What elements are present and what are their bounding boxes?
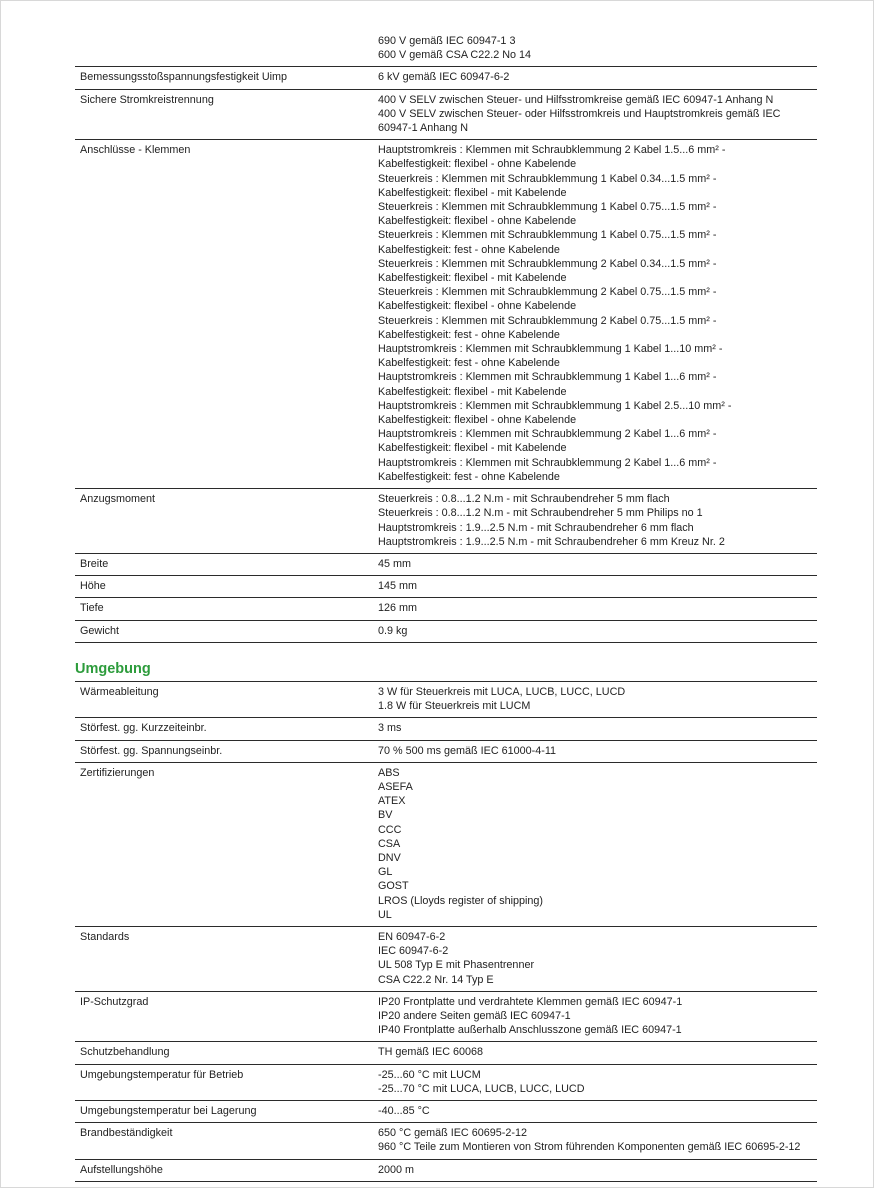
spec-value-line: Steuerkreis : Klemmen mit Schraubklemmung 2 Kabel 0.75...1.5 mm² - [378, 314, 717, 327]
spec-value-line: UL 508 Typ E mit Phasentrenner [378, 959, 535, 972]
spec-value-line: CSA [378, 837, 401, 850]
spec-value [369, 762, 817, 926]
spec-value-line: 145 mm [378, 580, 418, 593]
spec-value-line: Kabelfestigkeit: fest - ohne Kabelende [378, 357, 560, 370]
spec-value-line: 400 V SELV zwischen Steuer- oder Hilfsstromkreis und Hauptstromkreis gemäß IEC 60947-1 Anhang N [378, 107, 781, 135]
spec-label: Zertifizierungen [75, 762, 369, 926]
spec-value [369, 598, 817, 620]
spec-value-line: IP40 Frontplatte außerhalb Anschlusszone gemäß IEC 60947-1 [378, 1024, 682, 1037]
spec-row [75, 740, 817, 762]
spec-value-line: -25...60 °C mit LUCM [378, 1068, 481, 1081]
spec-value-line: 690 V gemäß IEC 60947-1 3 [378, 35, 516, 47]
spec-value [369, 991, 817, 1042]
spec-label: Anzugsmoment [75, 489, 369, 554]
spec-label: Höhe [75, 576, 369, 598]
spec-row [75, 991, 817, 1042]
spec-value-line: Steuerkreis : 0.8...1.2 N.m - mit Schraubendreher 5 mm flach [378, 493, 670, 506]
spec-value-line: ABS [378, 766, 400, 779]
spec-value [369, 34, 817, 67]
spec-row [75, 682, 817, 718]
spec-value-line: ATEX [378, 795, 406, 808]
spec-row [75, 553, 817, 575]
spec-label: Schutzbehandlung [75, 1042, 369, 1064]
spec-value-line: Steuerkreis : 0.8...1.2 N.m - mit Schraubendreher 5 mm Philips no 1 [378, 507, 703, 520]
spec-row [75, 762, 817, 926]
spec-row [75, 140, 817, 489]
spec-value-line: ASEFA [378, 781, 413, 794]
spec-label: IP-Schutzgrad [75, 991, 369, 1042]
spec-label [75, 34, 369, 67]
spec-value-line: Hauptstromkreis : Klemmen mit Schraubklemmung 2 Kabel 1...6 mm² - [378, 428, 717, 441]
spec-row [75, 489, 817, 554]
spec-value-line: -25...70 °C mit LUCA, LUCB, LUCC, LUCD [378, 1082, 585, 1095]
spec-row [75, 34, 817, 67]
spec-value-line: EN 60947-6-2 [378, 931, 446, 944]
spec-row [75, 89, 817, 140]
spec-value-line: 45 mm [378, 557, 411, 570]
spec-value [369, 1064, 817, 1100]
spec-value [369, 553, 817, 575]
spec-value-line: TH gemäß IEC 60068 [378, 1046, 484, 1059]
spec-label: Störfest. gg. Spannungseinbr. [75, 740, 369, 762]
spec-value-line: Steuerkreis : Klemmen mit Schraubklemmung 1 Kabel 0.75...1.5 mm² - [378, 201, 717, 214]
spec-value-line: Hauptstromkreis : 1.9...2.5 N.m - mit Schraubendreher 6 mm Kreuz Nr. 2 [378, 535, 725, 548]
spec-value-line: 400 V SELV zwischen Steuer- und Hilfsstromkreise gemäß IEC 60947-1 Anhang N [378, 93, 774, 106]
spec-row [75, 1101, 817, 1123]
spec-label: Wärmeableitung [75, 682, 369, 718]
spec-value-line: Kabelfestigkeit: flexibel - mit Kabelende [378, 385, 567, 398]
spec-label: Anschlüsse - Klemmen [75, 140, 369, 489]
spec-value-line: Kabelfestigkeit: flexibel - mit Kabelende [378, 186, 567, 199]
spec-label: Bemessungsstoßspannungsfestigkeit Uimp [75, 67, 369, 89]
spec-value-line: DNV [378, 852, 401, 865]
spec-value-line: 1.8 W für Steuerkreis mit LUCM [378, 700, 531, 713]
spec-value-line: Kabelfestigkeit: fest - ohne Kabelende [378, 243, 560, 256]
spec-value [369, 89, 817, 140]
spec-value-line: GL [378, 866, 393, 879]
spec-value-line: GOST [378, 880, 409, 893]
spec-label: Tiefe [75, 598, 369, 620]
spec-value [369, 927, 817, 992]
spec-value [369, 620, 817, 642]
spec-value-line: Hauptstromkreis : Klemmen mit Schraubklemmung 2 Kabel 1.5...6 mm² - [378, 144, 726, 157]
spec-value-line: 600 V gemäß CSA C22.2 No 14 [378, 49, 532, 62]
spec-row [75, 1159, 817, 1181]
spec-value-line: Steuerkreis : Klemmen mit Schraubklemmung 1 Kabel 0.75...1.5 mm² - [378, 229, 717, 242]
spec-value-line: 650 °C gemäß IEC 60695-2-12 [378, 1127, 527, 1140]
spec-row [75, 67, 817, 89]
spec-row [75, 1042, 817, 1064]
spec-label: Brandbeständigkeit [75, 1123, 369, 1159]
spec-value-line: CSA C22.2 Nr. 14 Typ E [378, 973, 494, 986]
spec-label: Umgebungstemperatur für Betrieb [75, 1064, 369, 1100]
spec-label: Aufstellungshöhe [75, 1159, 369, 1181]
spec-value-line: 70 % 500 ms gemäß IEC 61000-4-11 [378, 744, 557, 757]
spec-row [75, 1123, 817, 1159]
spec-value-line: 2000 m [378, 1163, 415, 1176]
spec-value-line: Hauptstromkreis : Klemmen mit Schraubklemmung 1 Kabel 1...6 mm² - [378, 371, 717, 384]
spec-value [369, 740, 817, 762]
spec-row [75, 576, 817, 598]
spec-value-line: Kabelfestigkeit: flexibel - mit Kabelende [378, 442, 567, 455]
spec-value-line: IP20 andere Seiten gemäß IEC 60947-1 [378, 1010, 571, 1023]
spec-value-line: Hauptstromkreis : Klemmen mit Schraubklemmung 1 Kabel 1...10 mm² - [378, 343, 723, 356]
spec-value-line: IEC 60947-6-2 [378, 945, 449, 958]
spec-value [369, 1101, 817, 1123]
spec-value [369, 1123, 817, 1159]
spec-value [369, 1042, 817, 1064]
spec-row [75, 927, 817, 992]
spec-label: Gewicht [75, 620, 369, 642]
spec-value-line: Kabelfestigkeit: fest - ohne Kabelende [378, 328, 560, 341]
spec-value-line: Hauptstromkreis : 1.9...2.5 N.m - mit Schraubendreher 6 mm flach [378, 521, 694, 534]
spec-row [75, 718, 817, 740]
spec-label: Standards [75, 927, 369, 992]
spec-value-line: Hauptstromkreis : Klemmen mit Schraubklemmung 1 Kabel 2.5...10 mm² - [378, 399, 732, 412]
spec-label: Sichere Stromkreistrennung [75, 89, 369, 140]
spec-value-line: 126 mm [378, 602, 418, 615]
specs-table-top [75, 34, 817, 643]
spec-value-line: CCC [378, 823, 402, 836]
spec-value-line: 0.9 kg [378, 624, 408, 637]
spec-label: Breite [75, 553, 369, 575]
spec-value-line: Kabelfestigkeit: flexibel - ohne Kabelende [378, 414, 577, 427]
spec-value-line: Hauptstromkreis : Klemmen mit Schraubklemmung 2 Kabel 1...6 mm² - [378, 456, 717, 469]
spec-value [369, 67, 817, 89]
spec-value [369, 682, 817, 718]
spec-value-line: Kabelfestigkeit: flexibel - ohne Kabelende [378, 215, 577, 228]
spec-value [369, 140, 817, 489]
spec-value-line: Steuerkreis : Klemmen mit Schraubklemmung 2 Kabel 0.75...1.5 mm² - [378, 286, 717, 299]
spec-value-line: 960 °C Teile zum Montieren von Strom führenden Komponenten gemäß IEC 60695-2-12 [378, 1141, 801, 1154]
environment-section [75, 660, 817, 1182]
spec-value [369, 1159, 817, 1181]
spec-value [369, 576, 817, 598]
spec-value [369, 489, 817, 554]
spec-value-line: BV [378, 809, 393, 822]
spec-value-line: Steuerkreis : Klemmen mit Schraubklemmung 1 Kabel 0.34...1.5 mm² - [378, 172, 717, 185]
spec-row [75, 598, 817, 620]
spec-value-line: Kabelfestigkeit: flexibel - ohne Kabelende [378, 300, 577, 313]
spec-value-line: IP20 Frontplatte und verdrahtete Klemmen gemäß IEC 60947-1 [378, 995, 683, 1008]
spec-value-line: Kabelfestigkeit: fest - ohne Kabelende [378, 470, 560, 483]
spec-value-line: -40...85 °C [378, 1105, 430, 1118]
spec-value [369, 718, 817, 740]
spec-value-line: Kabelfestigkeit: flexibel - mit Kabelende [378, 272, 567, 285]
spec-value-line: 6 kV gemäß IEC 60947-6-2 [378, 71, 510, 84]
section-heading-umgebung: Umgebung [75, 661, 151, 677]
spec-value-line: 3 W für Steuerkreis mit LUCA, LUCB, LUCC, LUCD [378, 686, 626, 698]
spec-row [75, 620, 817, 642]
spec-value-line: Kabelfestigkeit: flexibel - ohne Kabelende [378, 158, 577, 171]
spec-value-line: LROS (Lloyds register of shipping) [378, 894, 544, 907]
spec-value-line: Steuerkreis : Klemmen mit Schraubklemmung 2 Kabel 0.34...1.5 mm² - [378, 257, 717, 270]
spec-value-line: 3 ms [378, 722, 402, 735]
spec-row [75, 1064, 817, 1100]
spec-label: Umgebungstemperatur bei Lagerung [75, 1101, 369, 1123]
spec-value-line: UL [378, 908, 392, 921]
spec-label: Störfest. gg. Kurzzeiteinbr. [75, 718, 369, 740]
